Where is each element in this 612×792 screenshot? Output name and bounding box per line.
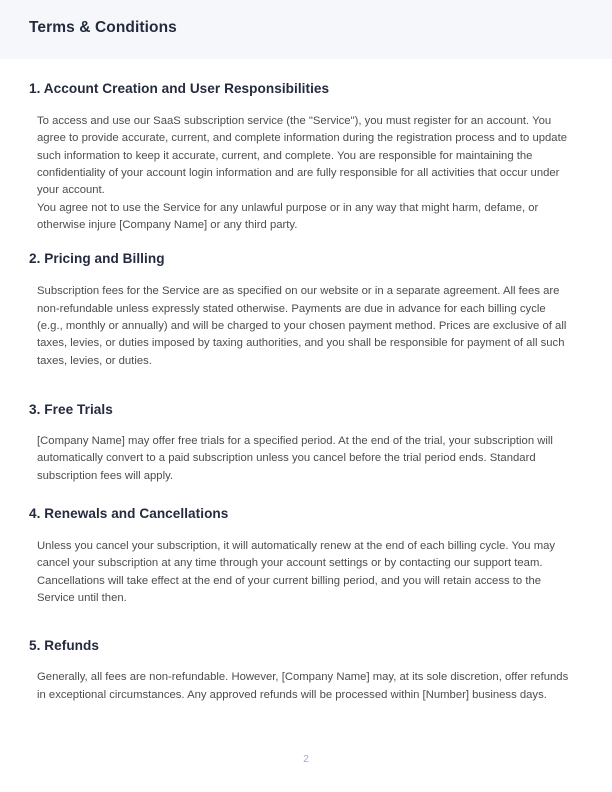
section-4-paragraph-1: Unless you cancel your subscription, it will automatically renew at the end of each billing cycle. You may cancel your subscription at any time through your account settings or by contacting our support team. Cancellations will take effect at the end of your current billing period, and you will retain access to the Service until then. — [37, 540, 556, 605]
document-body — [0, 59, 612, 704]
section-3 — [0, 402, 612, 485]
section-1-paragraph-1: To access and use our SaaS subscription service (the "Service"), you must register for an account. You agree to provide accurate, current, and complete information during the registration process and to update such information to keep it accurate, current, and complete. You are responsible for maintaining the confidentiality of your account login information and are fully responsible for all activities that occur under your account. — [37, 114, 568, 197]
page-footer — [0, 749, 612, 767]
document-header — [0, 0, 612, 59]
section-5-paragraph-1: Generally, all fees are non-refundable. However, [Company Name] may, at its sole discretion, offer refunds in exceptional circumstances. Any approved refunds will be processed within [Number] business days. — [37, 671, 569, 701]
section-1-paragraph-2: You agree not to use the Service for any unlawful purpose or in any way that might harm, defame, or otherwise injure [Company Name] or any third party. — [37, 201, 539, 232]
section-2-heading: 2. Pricing and Billing — [29, 251, 165, 267]
section-3-paragraph-1: [Company Name] may offer free trials for a specified period. At the end of the trial, your subscription will automatically convert to a paid subscription unless you cancel before the trial period ends. Standard subscription fees will apply. — [37, 435, 553, 482]
section-5 — [0, 638, 612, 704]
section-4-heading: 4. Renewals and Cancellations — [29, 506, 229, 522]
document-title: Terms & Conditions — [29, 19, 177, 36]
section-2-paragraph-1: Subscription fees for the Service are as specified on our website or in a separate agreement. All fees are non-refundable unless expressly stated otherwise. Payments are due in advance for each billing cycle (e.g., monthly or annually) and will be charged to your chosen payment method. Prices are exclusive of all taxes, levies, or duties imposed by taxing authorities, and you shall be responsible for payment of all such taxes, levies, or duties. — [37, 285, 567, 367]
section-4 — [0, 506, 612, 607]
section-1 — [0, 81, 612, 234]
section-3-heading: 3. Free Trials — [29, 402, 113, 418]
section-2 — [0, 251, 612, 370]
section-5-heading: 5. Refunds — [29, 638, 99, 654]
section-1-heading: 1. Account Creation and User Responsibilities — [29, 81, 330, 96]
page-number: 2 — [303, 753, 309, 765]
